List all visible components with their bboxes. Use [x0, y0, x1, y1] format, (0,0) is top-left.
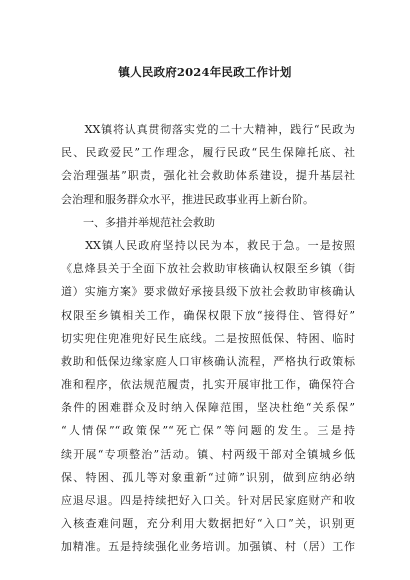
- paragraph-line: 应退尽退。四是持续把好入口关。针对居民家庭财产和收: [61, 494, 355, 507]
- paragraph-line: 救助和低保边缘家庭人口审核确认流程，严格执行政策标: [61, 354, 355, 368]
- paragraph-line: XX镇人民政府坚持以民为本，救民于急。一是按照: [61, 238, 355, 252]
- paragraph-line: “人情保”“政策保”“死亡保”等问题的发生。三是持: [61, 424, 355, 438]
- paragraph-line: 入核查难问题，充分利用大数据把好“入口”关，识别更: [61, 517, 355, 531]
- paragraph-line: XX镇将认真贯彻落实党的二十大精神，践行“民政为: [61, 123, 355, 136]
- paragraph-line: 准和程序，依法规范履责，扎实开展审批工作，确保符合: [61, 378, 355, 392]
- paragraph-line: 《息烽县关于全面下放社会救助审核确认权限至乡镇（街: [61, 262, 355, 276]
- section-heading: 一、多措并举规范社会救助: [61, 215, 215, 229]
- paragraph-line: 保、特困、孤儿等对象重新“过筛”识别，做到应纳必纳: [61, 470, 355, 484]
- document-body: [61, 118, 355, 559]
- paragraph-line: 民、民政爱民”工作理念，履行民政“民生保障托底、社: [61, 146, 355, 160]
- paragraph-line: 会治理和服务群众水平，推进民政事业再上新台阶。: [61, 192, 314, 206]
- document-title: 镇人民政府2024年民政工作计划: [118, 65, 292, 79]
- paragraph-line: 权限至乡镇相关工作，确保权限下放“接得住、管得好”: [61, 308, 355, 322]
- paragraph-line: 续开展“专项整治”活动。镇、村两级干部对全镇城乡低: [61, 447, 355, 461]
- paragraph-line: 会治理强基”职责，强化社会救助体系建设，提升基层社: [61, 169, 355, 183]
- paragraph-line: 道）实施方案》要求做好承接县级下放社会救助审核确认: [61, 285, 355, 299]
- paragraph-line: 加精准。五是持续强化业务培训。加强镇、村（居）工作: [61, 540, 355, 554]
- paragraph-line: 切实兜住兜准兜好民生底线。二是按照低保、特困、临时: [61, 331, 355, 345]
- paragraph-line: 条件的困难群众及时纳入保障范围，坚决杜绝“关系保”: [61, 401, 355, 415]
